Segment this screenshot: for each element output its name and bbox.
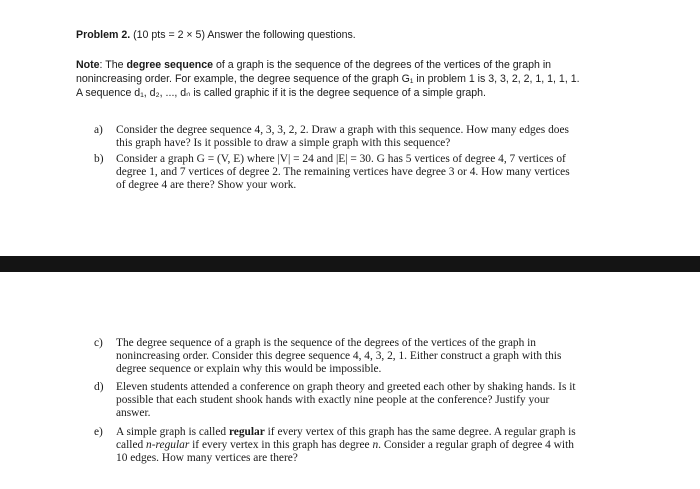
cut-off-text-line [120,482,640,489]
note-line-2: nonincreasing order. For example, the degree sequence of the graph G₁ in problem 1 is 3, 3, 2, 2, 1, 1, 1, 1. [76,73,580,85]
question-label: b) [94,153,104,165]
question-line: this graph have? Is it possible to draw a simple graph with this sequence? [116,137,451,149]
question-text [116,337,646,376]
question-line: possible that each student shook hands with exactly nine people at the conference? Justify your [116,394,550,406]
question-text [116,124,646,150]
question-line [116,439,646,452]
note-text: of a graph is the sequence of the degrees of the vertices of the graph in [213,59,552,71]
question-line: Consider a graph G = (V, E) where |V| = 24 and |E| = 30. G has 5 vertices of degree 4, 7 vertices of [116,153,566,165]
term-n-regular: n-regular [146,439,190,451]
question-line: nonincreasing order. Consider this degree sequence 4, 4, 3, 2, 1. Either construct a graph with this [116,350,562,362]
question-text-run: if every vertex in this graph has degree [189,439,373,451]
question-label: e) [94,426,103,438]
question-line: 10 edges. How many vertices are there? [116,452,298,464]
question-label: c) [94,337,103,349]
question-line [116,426,646,439]
problem-points: (10 pts = 2 × 5) Answer the following questions. [133,29,356,41]
question-line: Eleven students attended a conference on graph theory and greeted each other by shaking hands. Is it [116,381,576,393]
question-line: The degree sequence of a graph is the sequence of the degrees of the vertices of the graph in [116,337,537,349]
problem-label: Problem 2. [76,29,131,41]
question-text-run: called [116,439,147,451]
note-label: Note [76,59,100,71]
question-line: degree sequence or explain why this would be impossible. [116,363,382,375]
question-text-run: A simple graph is called [116,426,229,438]
var-n: n [372,439,379,451]
question-text-run: . Consider a regular graph of degree 4 with [378,439,574,451]
problem-heading [76,28,676,42]
question-line: of degree 4 are there? Show your work. [116,179,297,191]
question-text [116,153,646,192]
note-term: degree sequence [126,59,214,71]
note-text: : The [99,59,127,71]
question-text [116,381,646,420]
question-text-run: if every vertex of this graph has the same degree. A regular graph is [264,426,576,438]
term-regular: regular [228,426,265,438]
question-text [116,426,646,465]
question-label: d) [94,381,104,393]
question-label: a) [94,124,103,136]
question-line: Consider the degree sequence 4, 3, 3, 2, 2. Draw a graph with this sequence. How many edges does [116,124,569,136]
note-line-1 [76,58,671,72]
question-line: degree 1, and 7 vertices of degree 2. The remaining vertices have degree 3 or 4. How many vertices [116,166,570,178]
page-divider [0,256,700,272]
note-paragraph [76,58,671,100]
note-line-3: A sequence d₁, d₂, ..., dₙ is called graphic if it is the degree sequence of a simple graph. [76,87,487,99]
question-line: answer. [116,407,151,419]
